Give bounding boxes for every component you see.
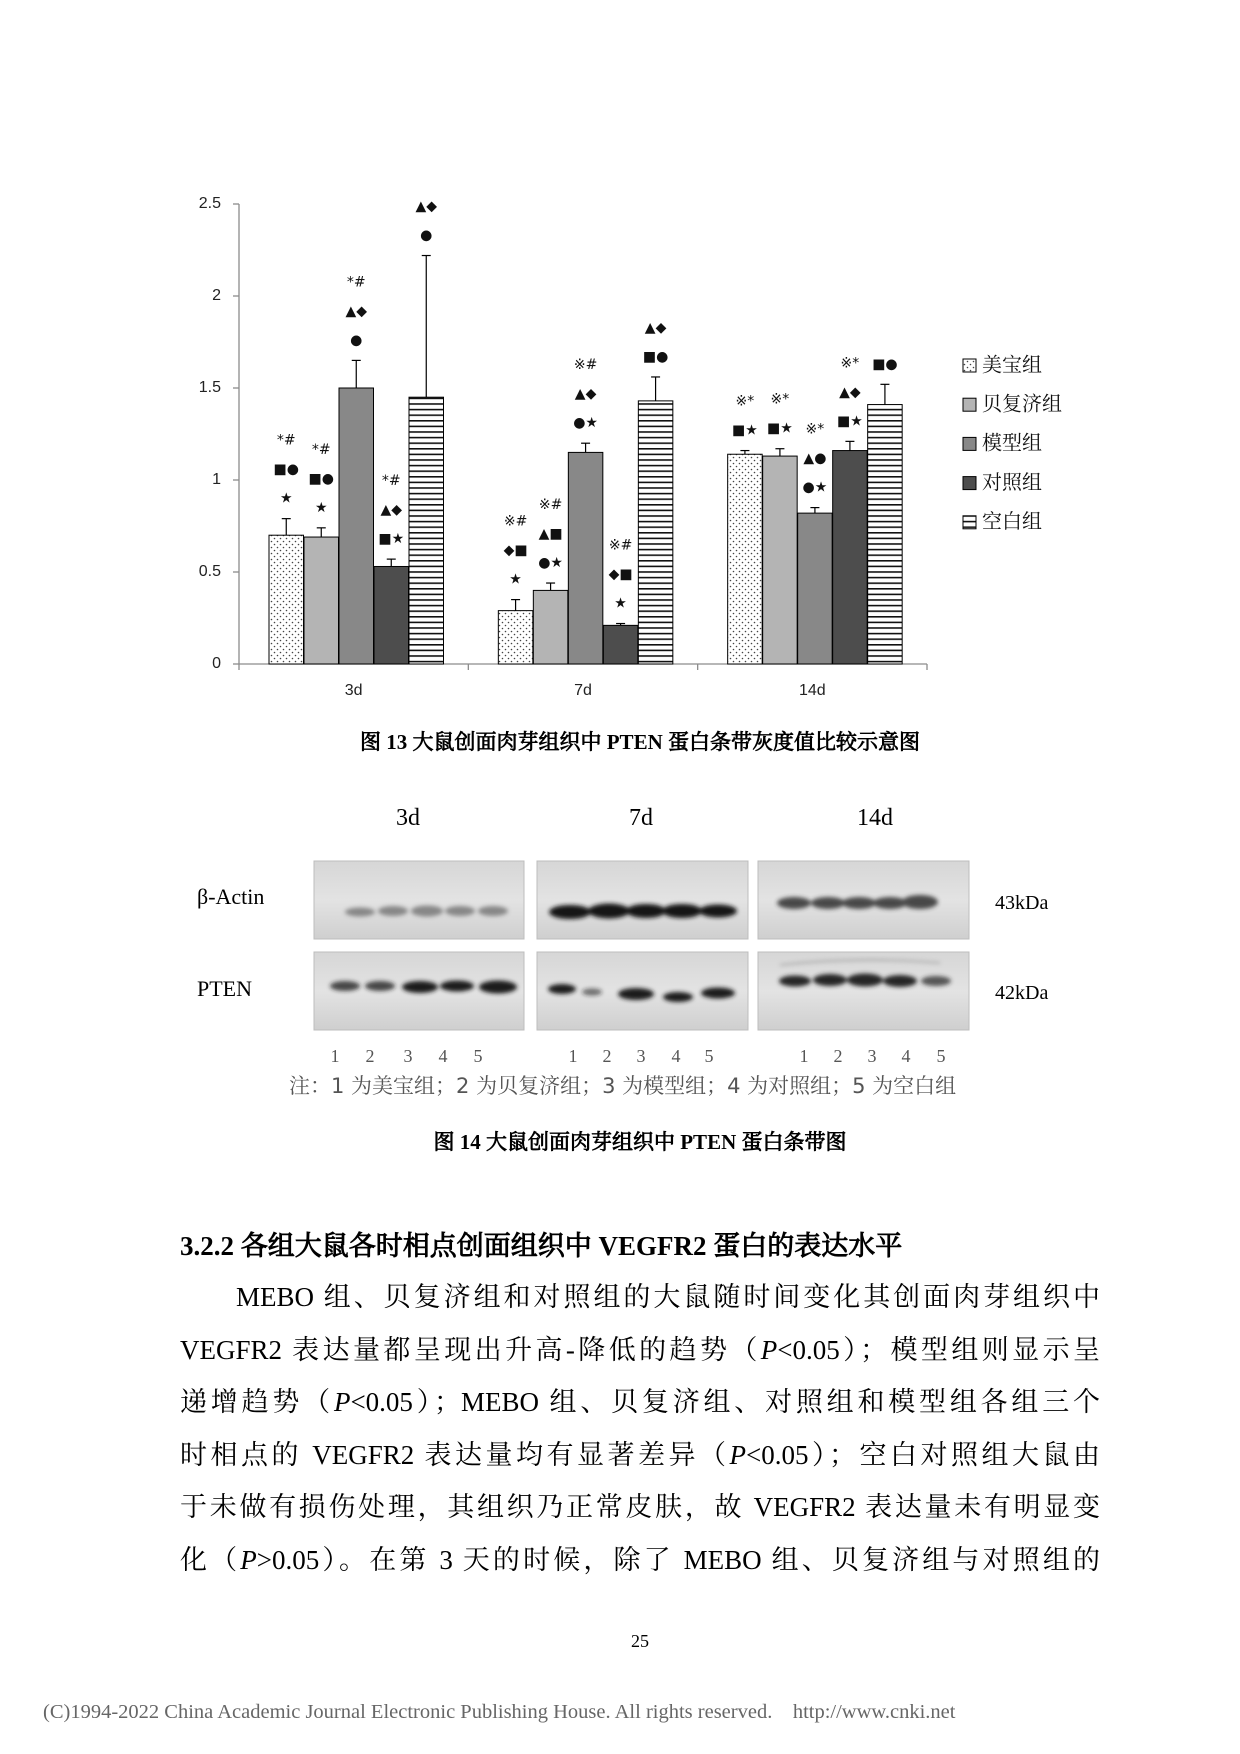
significance-marker: ■● xyxy=(642,348,669,365)
text-run: >0.05）。在第 3 天的时候，除了 MEBO 组、贝复济组与对照组的 xyxy=(256,1544,1100,1575)
legend-swatch xyxy=(963,477,976,490)
pten-grayscale-bar-chart xyxy=(0,0,1240,760)
significance-marker: *# xyxy=(276,432,296,449)
bar xyxy=(833,451,868,664)
significance-marker: ★ xyxy=(314,499,328,516)
significance-marker: ▲◆ xyxy=(380,502,403,519)
legend-swatch xyxy=(963,398,976,411)
text-run: 递增趋势（ xyxy=(180,1387,334,1418)
y-tick-label: 0 xyxy=(212,655,221,673)
blot-time-label-14d: 14d xyxy=(857,805,893,831)
lane-number: 3 xyxy=(636,1046,646,1066)
protein-band xyxy=(445,906,475,916)
section-heading: 3.2.2 各组大鼠各时相点创面组织中 VEGFR2 蛋白的表达水平 xyxy=(180,1231,903,1261)
lane-number: 5 xyxy=(704,1046,714,1066)
bar xyxy=(728,454,763,664)
significance-marker: ●★ xyxy=(573,415,598,432)
significance-marker: ●★ xyxy=(802,479,828,496)
text-run: VEGFR2 表达量都呈现出升高-降低的趋势（ xyxy=(180,1334,761,1365)
bar xyxy=(568,452,603,664)
lane-number: 5 xyxy=(473,1046,483,1066)
body-paragraph xyxy=(180,1271,1100,1587)
protein-band xyxy=(883,975,917,987)
x-category-label: 14d xyxy=(798,682,826,700)
blot-row-label-pten: PTEN xyxy=(197,976,252,1001)
protein-band xyxy=(921,976,951,986)
protein-band xyxy=(701,988,735,999)
significance-marker: ■★ xyxy=(732,422,758,439)
protein-band xyxy=(549,905,591,919)
legend-swatch xyxy=(963,359,976,372)
protein-band xyxy=(548,984,576,994)
legend-label: 贝复济组 xyxy=(982,393,1062,416)
significance-marker: ※* xyxy=(805,421,825,438)
significance-marker: *# xyxy=(346,274,366,291)
lane-number: 4 xyxy=(438,1046,448,1066)
protein-band xyxy=(402,981,438,993)
blot-weight-actin: 43kDa xyxy=(995,892,1049,914)
blot-panel-14d-pten xyxy=(758,952,969,1030)
bar xyxy=(304,537,339,664)
figure-14-note: 注：1 为美宝组；2 为贝复济组；3 为模型组；4 为对照组；5 为空白组 xyxy=(289,1074,957,1098)
significance-marker: ◆■ xyxy=(608,566,633,583)
blot-panel-14d-actin xyxy=(758,861,969,939)
lane-number: 2 xyxy=(365,1046,375,1066)
legend-swatch xyxy=(963,437,976,450)
lane-number: 1 xyxy=(568,1046,578,1066)
bar xyxy=(339,388,374,664)
significance-marker: ● xyxy=(420,227,433,244)
lane-number: 3 xyxy=(403,1046,413,1066)
figure-13-caption: 图 13 大鼠创面肉芽组织中 PTEN 蛋白条带灰度值比较示意图 xyxy=(359,730,920,754)
bar xyxy=(603,625,638,664)
paragraph-line xyxy=(180,1534,1100,1587)
bar xyxy=(763,456,798,664)
legend-label: 空白组 xyxy=(982,511,1042,534)
text-run: MEBO 组、贝复济组和对照组的大鼠随时间变化其创面肉芽组织中 xyxy=(236,1282,1100,1312)
protein-band xyxy=(365,981,395,991)
significance-marker: ▲■ xyxy=(538,526,563,543)
protein-band xyxy=(330,981,360,991)
text-run: <0.05）；MEBO 组、贝复济组、对照组和模型组各组三个 xyxy=(350,1387,1100,1418)
y-tick-label: 2 xyxy=(212,287,221,305)
lane-number: 4 xyxy=(901,1046,911,1066)
protein-band xyxy=(663,992,693,1002)
paragraph-line xyxy=(180,1324,1100,1377)
protein-band xyxy=(626,904,666,918)
y-tick-label: 1.5 xyxy=(198,379,221,397)
blot-row-label-actin: β-Actin xyxy=(197,884,265,909)
significance-marker: ★ xyxy=(279,490,293,507)
protein-band xyxy=(345,908,375,917)
y-tick-label: 2.5 xyxy=(198,195,221,213)
y-tick-label: 0.5 xyxy=(198,563,221,581)
significance-marker: ※# xyxy=(503,513,528,530)
significance-marker: ※# xyxy=(608,537,633,554)
legend-label: 模型组 xyxy=(982,432,1042,455)
protein-band xyxy=(813,974,847,986)
significance-marker: ★ xyxy=(509,571,522,588)
legend-label: 美宝组 xyxy=(982,354,1042,377)
bar xyxy=(374,566,409,664)
significance-marker: ■★ xyxy=(767,420,793,437)
blot-panel-3d-pten xyxy=(314,952,524,1030)
legend-label: 对照组 xyxy=(982,471,1042,494)
x-category-label: 3d xyxy=(344,682,363,700)
protein-band xyxy=(378,906,408,916)
p-value-symbol: P xyxy=(760,1334,778,1365)
bar xyxy=(533,590,568,664)
protein-band xyxy=(411,906,443,917)
bar xyxy=(498,611,533,664)
p-value-symbol: P xyxy=(729,1439,747,1470)
figure-14-caption: 图 14 大鼠创面肉芽组织中 PTEN 蛋白条带图 xyxy=(433,1130,847,1154)
text-run: 时相点的 VEGFR2 表达量均有显著差异（ xyxy=(180,1439,730,1470)
protein-band xyxy=(662,904,702,918)
text-run: <0.05）；模型组则显示呈 xyxy=(777,1334,1100,1365)
text-run: 于未做有损伤处理，其组织乃正常皮肤，故 VEGFR2 表达量未有明显变 xyxy=(180,1492,1100,1523)
bar xyxy=(638,401,673,664)
lane-number: 5 xyxy=(936,1046,946,1066)
protein-band xyxy=(588,904,630,919)
significance-marker: ▲● xyxy=(803,450,827,467)
copyright-footer: (C)1994-2022 China Academic Journal Electronic Publishing House. All rights reserved. http://www.cnki.net xyxy=(43,1701,956,1723)
western-blot-image xyxy=(300,850,980,1040)
protein-band xyxy=(847,974,883,987)
protein-band xyxy=(873,897,907,909)
p-value-symbol: P xyxy=(333,1387,351,1418)
legend-swatch xyxy=(963,516,976,529)
significance-marker: ■★ xyxy=(378,531,405,548)
lane-number: 3 xyxy=(867,1046,877,1066)
protein-band xyxy=(779,976,811,987)
significance-marker: ※# xyxy=(538,497,563,514)
significance-marker: ★ xyxy=(614,595,627,612)
bar xyxy=(868,405,903,664)
protein-band xyxy=(902,895,938,909)
blot-weight-pten: 42kDa xyxy=(995,982,1049,1004)
significance-marker: ◆■ xyxy=(503,542,528,559)
blot-panel-3d-actin xyxy=(314,861,524,939)
significance-marker: ※* xyxy=(735,393,755,410)
significance-marker: ■● xyxy=(308,470,334,487)
protein-band xyxy=(699,905,737,918)
significance-marker: *# xyxy=(381,473,401,490)
blot-panel-7d-pten xyxy=(537,952,748,1030)
significance-marker: ●★ xyxy=(538,555,563,572)
blot-panel-7d-actin xyxy=(537,861,748,939)
protein-band xyxy=(582,989,602,996)
lane-number: 1 xyxy=(799,1046,809,1066)
bar xyxy=(798,513,833,664)
lane-number: 2 xyxy=(602,1046,612,1066)
significance-marker: *# xyxy=(311,441,331,458)
text-run: 化（ xyxy=(180,1544,241,1575)
protein-band xyxy=(842,897,876,909)
significance-marker: ※# xyxy=(573,357,598,374)
significance-marker: ※* xyxy=(840,355,860,372)
y-tick-label: 1 xyxy=(212,471,221,489)
significance-marker: ■★ xyxy=(837,413,863,430)
significance-marker: ▲◆ xyxy=(644,319,667,336)
lane-number: 4 xyxy=(671,1046,681,1066)
p-value-symbol: P xyxy=(240,1544,257,1575)
significance-marker: ■● xyxy=(872,356,898,373)
significance-marker: ▲◆ xyxy=(415,198,438,215)
lane-number: 1 xyxy=(330,1046,340,1066)
bar xyxy=(269,535,304,664)
protein-band xyxy=(478,906,508,916)
protein-band xyxy=(479,981,517,994)
text-run: <0.05）；空白对照组大鼠由 xyxy=(746,1439,1100,1470)
lane-number: 2 xyxy=(833,1046,843,1066)
protein-band xyxy=(618,988,654,1000)
significance-marker: ※* xyxy=(770,391,790,408)
paragraph-line xyxy=(180,1271,1100,1324)
blot-time-label-3d: 3d xyxy=(396,805,420,831)
paragraph-line xyxy=(180,1481,1100,1534)
blot-time-label-7d: 7d xyxy=(629,805,653,831)
protein-band xyxy=(811,897,845,909)
bar xyxy=(409,397,444,664)
significance-marker: ▲◆ xyxy=(574,386,597,403)
x-category-label: 7d xyxy=(574,682,592,700)
page-number: 25 xyxy=(631,1631,649,1651)
significance-marker: ■● xyxy=(273,461,299,478)
paragraph-line xyxy=(180,1429,1100,1482)
significance-marker: ▲◆ xyxy=(345,303,368,320)
protein-band xyxy=(440,981,474,992)
paragraph-line xyxy=(180,1376,1100,1429)
significance-marker: ● xyxy=(350,332,363,349)
protein-band xyxy=(777,897,811,909)
significance-marker: ▲◆ xyxy=(839,384,861,401)
